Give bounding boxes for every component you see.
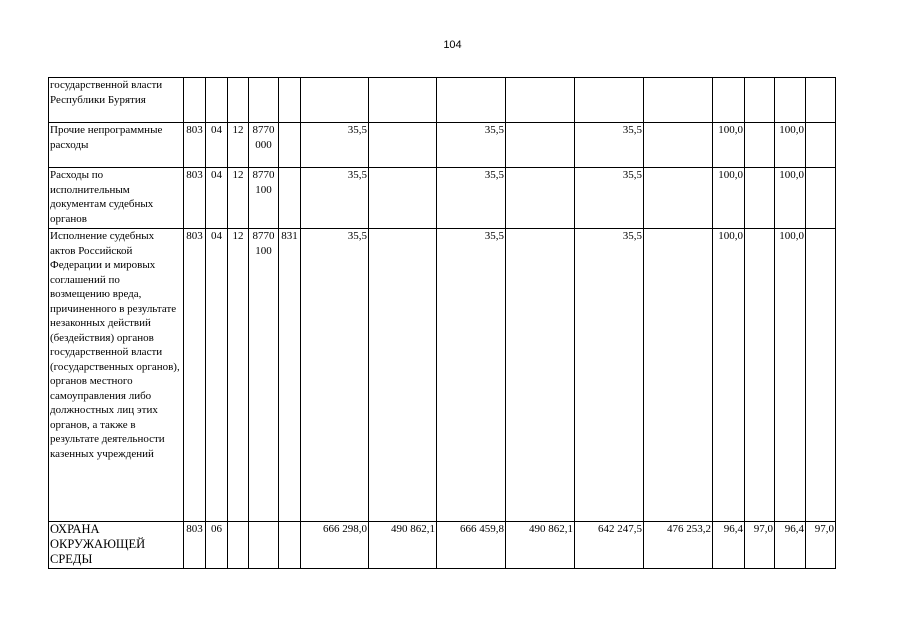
row-name-cell: Расходы по исполнительным документам судебных органов [49, 168, 184, 229]
percent-cell-1: 100,0 [713, 123, 745, 168]
value-cell-4 [506, 229, 575, 522]
cs-cell: 8770 100 [249, 168, 279, 229]
vr-cell: 831 [279, 229, 301, 522]
value-cell-4 [506, 168, 575, 229]
percent-cell-3: 100,0 [775, 123, 806, 168]
value-cell-6 [644, 78, 713, 123]
pr-cell: 12 [228, 168, 249, 229]
percent-cell-2 [745, 229, 775, 522]
value-cell-2 [369, 123, 437, 168]
cs-cell [249, 78, 279, 123]
value-cell-1: 666 298,0 [301, 522, 369, 569]
row-name-cell: Исполнение судебных актов Российской Федерации и мировых соглашений по возмещению вреда, причиненного в результате незаконных действий (бездействия) органов государственной власти (государственных органов), органов местного самоуправления либо должностных лиц этих органов, а также в результате деятельности казенных учреждений [49, 229, 184, 522]
percent-cell-4: 97,0 [806, 522, 836, 569]
pr-cell [228, 522, 249, 569]
cs-cell [249, 522, 279, 569]
vr-cell [279, 78, 301, 123]
percent-cell-4 [806, 229, 836, 522]
value-cell-3 [437, 78, 506, 123]
table-row [49, 78, 836, 123]
gr-cell: 803 [184, 522, 206, 569]
rz-cell: 04 [206, 229, 228, 522]
value-cell-4 [506, 78, 575, 123]
gr-cell: 803 [184, 123, 206, 168]
value-cell-5: 642 247,5 [575, 522, 644, 569]
value-cell-5: 35,5 [575, 123, 644, 168]
rz-cell: 04 [206, 123, 228, 168]
row-name-cell: государственной власти Республики Бурятия [49, 78, 184, 123]
value-cell-5: 35,5 [575, 168, 644, 229]
percent-cell-1: 100,0 [713, 229, 745, 522]
percent-cell-1: 96,4 [713, 522, 745, 569]
gr-cell: 803 [184, 229, 206, 522]
value-cell-2 [369, 78, 437, 123]
table-row [49, 123, 836, 168]
percent-cell-1: 100,0 [713, 168, 745, 229]
value-cell-3: 35,5 [437, 123, 506, 168]
percent-cell-4 [806, 78, 836, 123]
value-cell-2 [369, 229, 437, 522]
value-cell-2: 490 862,1 [369, 522, 437, 569]
pr-cell [228, 78, 249, 123]
value-cell-6 [644, 123, 713, 168]
gr-cell [184, 78, 206, 123]
value-cell-4: 490 862,1 [506, 522, 575, 569]
row-name-cell: ОХРАНА ОКРУЖАЮЩЕЙ СРЕДЫ [49, 522, 184, 569]
value-cell-5 [575, 78, 644, 123]
table-row [49, 229, 836, 522]
percent-cell-3: 96,4 [775, 522, 806, 569]
table-row-total [49, 522, 836, 569]
cs-cell: 8770 100 [249, 229, 279, 522]
percent-cell-4 [806, 123, 836, 168]
value-cell-2 [369, 168, 437, 229]
value-cell-4 [506, 123, 575, 168]
page-number: 104 [443, 39, 462, 51]
percent-cell-1 [713, 78, 745, 123]
rz-cell: 04 [206, 168, 228, 229]
table-row [49, 168, 836, 229]
rz-cell: 06 [206, 522, 228, 569]
value-cell-6 [644, 168, 713, 229]
percent-cell-3: 100,0 [775, 168, 806, 229]
value-cell-1 [301, 78, 369, 123]
percent-cell-3: 100,0 [775, 229, 806, 522]
percent-cell-3 [775, 78, 806, 123]
pr-cell: 12 [228, 229, 249, 522]
vr-cell [279, 168, 301, 229]
percent-cell-2 [745, 78, 775, 123]
cs-cell: 8770 000 [249, 123, 279, 168]
value-cell-3: 35,5 [437, 229, 506, 522]
percent-cell-2 [745, 168, 775, 229]
value-cell-5: 35,5 [575, 229, 644, 522]
value-cell-1: 35,5 [301, 123, 369, 168]
percent-cell-2 [745, 123, 775, 168]
value-cell-6 [644, 229, 713, 522]
value-cell-1: 35,5 [301, 168, 369, 229]
gr-cell: 803 [184, 168, 206, 229]
value-cell-3: 35,5 [437, 168, 506, 229]
percent-cell-4 [806, 168, 836, 229]
value-cell-1: 35,5 [301, 229, 369, 522]
value-cell-6: 476 253,2 [644, 522, 713, 569]
budget-table [48, 77, 836, 569]
vr-cell [279, 522, 301, 569]
percent-cell-2: 97,0 [745, 522, 775, 569]
row-name-cell: Прочие непрограммные расходы [49, 123, 184, 168]
value-cell-3: 666 459,8 [437, 522, 506, 569]
rz-cell [206, 78, 228, 123]
vr-cell [279, 123, 301, 168]
pr-cell: 12 [228, 123, 249, 168]
